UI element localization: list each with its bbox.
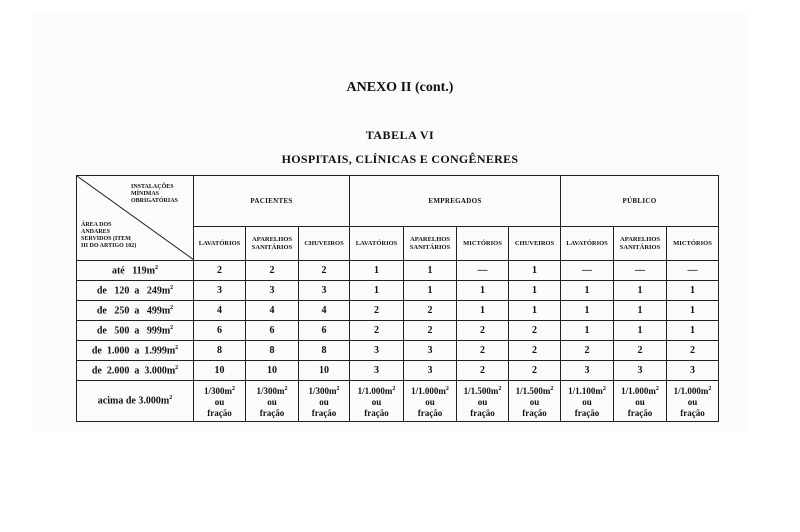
table-cell: 10 <box>246 361 299 381</box>
table-cell: 2 <box>404 321 457 341</box>
table-cell: 2 <box>194 261 246 281</box>
table-cell: 1 <box>667 301 719 321</box>
table-cell: 4 <box>299 301 350 321</box>
corner-label-installations: INSTALAÇÕES MÍNIMAS OBRIGATÓRIAS <box>131 184 178 204</box>
table-title: TABELA VI <box>365 128 435 142</box>
column-header: APARELHOS SANITÁRIOS <box>614 227 667 261</box>
table-cell: — <box>561 261 614 281</box>
table-cell: — <box>614 261 667 281</box>
table-cell: 1 <box>667 281 719 301</box>
group-header-public: PÚBLICO <box>561 176 719 227</box>
table-cell: 1 <box>561 321 614 341</box>
ratio-cell: $1/300m^2$ ou fração <box>194 381 246 422</box>
table-cell: — <box>457 261 509 281</box>
ratio-cell: $1/1.000m^2$ ou fração <box>667 381 719 422</box>
table-cell: 1 <box>614 281 667 301</box>
row-label: de 2.000 a $3.000m^2$ <box>77 361 194 381</box>
table-cell: 8 <box>246 341 299 361</box>
column-header: LAVATÓRIOS <box>561 227 614 261</box>
table-row <box>77 261 719 281</box>
table-cell: 10 <box>194 361 246 381</box>
ratio-cell: $1/1.000m^2$ ou fração <box>404 381 457 422</box>
table-cell: 2 <box>350 301 404 321</box>
ratio-cell: $1/1.100m^2$ ou fração <box>561 381 614 422</box>
table-cell: 2 <box>350 321 404 341</box>
table-cell: 3 <box>194 281 246 301</box>
group-header-employees: EMPREGADOS <box>350 176 561 227</box>
table-cell: 6 <box>299 321 350 341</box>
table-cell: 1 <box>457 281 509 301</box>
table-cell: 3 <box>350 361 404 381</box>
table-cell: 1 <box>509 261 561 281</box>
table-cell: 3 <box>299 281 350 301</box>
column-header: LAVATÓRIOS <box>350 227 404 261</box>
column-header: MICTÓRIOS <box>667 227 719 261</box>
table-cell: 2 <box>614 341 667 361</box>
row-label: até $119m^2$ <box>77 261 194 281</box>
table-cell: 3 <box>614 361 667 381</box>
table-cell: 3 <box>561 361 614 381</box>
table-cell: 2 <box>299 261 350 281</box>
table-cell: 2 <box>457 341 509 361</box>
row-label: de 1.000 a $1.999m^2$ <box>77 341 194 361</box>
table-row <box>77 301 719 321</box>
table-cell: 2 <box>667 341 719 361</box>
table-cell: 2 <box>246 261 299 281</box>
table-cell: 8 <box>194 341 246 361</box>
table-cell: 1 <box>404 281 457 301</box>
table-cell: 2 <box>404 301 457 321</box>
table-cell: 6 <box>194 321 246 341</box>
table-cell: — <box>667 261 719 281</box>
column-header: CHUVEIROS <box>509 227 561 261</box>
corner-label-area: ÁREA DOS ANDARES SERVIDOS (ITEM III DO ARTIGO 102) <box>81 222 137 249</box>
table-cell: 3 <box>350 341 404 361</box>
requirements-table <box>76 175 719 422</box>
group-header-patients: PACIENTES <box>194 176 350 227</box>
ratio-cell: $1/1.500m^2$ ou fração <box>509 381 561 422</box>
table-cell: 3 <box>404 341 457 361</box>
table-row <box>77 281 719 301</box>
ratio-cell: $1/1.000m^2$ ou fração <box>614 381 667 422</box>
table-cell: 1 <box>614 321 667 341</box>
table-cell: 3 <box>404 361 457 381</box>
table-cell: 4 <box>194 301 246 321</box>
ratio-cell: $1/300m^2$ ou fração <box>299 381 350 422</box>
table-cell: 8 <box>299 341 350 361</box>
table-cell: 10 <box>299 361 350 381</box>
ratio-cell: $1/300m^2$ ou fração <box>246 381 299 422</box>
table-cell: 2 <box>561 341 614 361</box>
row-label: acima de $3.000m^2$ <box>77 381 194 422</box>
table-cell: 2 <box>509 341 561 361</box>
table-cell: 1 <box>404 261 457 281</box>
table-cell: 1 <box>509 281 561 301</box>
table-cell: 2 <box>457 361 509 381</box>
table-cell: 1 <box>614 301 667 321</box>
table-subtitle: HOSPITAIS, CLÍNICAS E CONGÊNERES <box>281 152 519 166</box>
table-row <box>77 341 719 361</box>
table-cell: 1 <box>350 281 404 301</box>
table-cell: 1 <box>509 301 561 321</box>
column-header: MICTÓRIOS <box>457 227 509 261</box>
column-header: APARELHOS SANITÁRIOS <box>246 227 299 261</box>
table-cell: 1 <box>457 301 509 321</box>
table-row <box>77 321 719 341</box>
ratio-cell: $1/1.000m^2$ ou fração <box>350 381 404 422</box>
row-label: de 500 a $999m^2$ <box>77 321 194 341</box>
table-row-above-3000 <box>77 381 719 422</box>
table-cell: 2 <box>509 321 561 341</box>
corner-header-cell <box>77 176 194 261</box>
table-cell: 4 <box>246 301 299 321</box>
table-cell: 3 <box>667 361 719 381</box>
table-cell: 1 <box>561 301 614 321</box>
table-cell: 1 <box>561 281 614 301</box>
row-label: de 250 a $499m^2$ <box>77 301 194 321</box>
column-header: APARELHOS SANITÁRIOS <box>404 227 457 261</box>
annex-title: ANEXO II (cont.) <box>346 80 454 95</box>
table-cell: 1 <box>667 321 719 341</box>
ratio-cell: $1/1.500m^2$ ou fração <box>457 381 509 422</box>
table-cell: 1 <box>350 261 404 281</box>
column-header: CHUVEIROS <box>299 227 350 261</box>
table-cell: 3 <box>246 281 299 301</box>
column-header: LAVATÓRIOS <box>194 227 246 261</box>
table-row <box>77 361 719 381</box>
row-label: de 120 a $249m^2$ <box>77 281 194 301</box>
table-cell: 2 <box>457 321 509 341</box>
table-cell: 6 <box>246 321 299 341</box>
table-cell: 2 <box>509 361 561 381</box>
